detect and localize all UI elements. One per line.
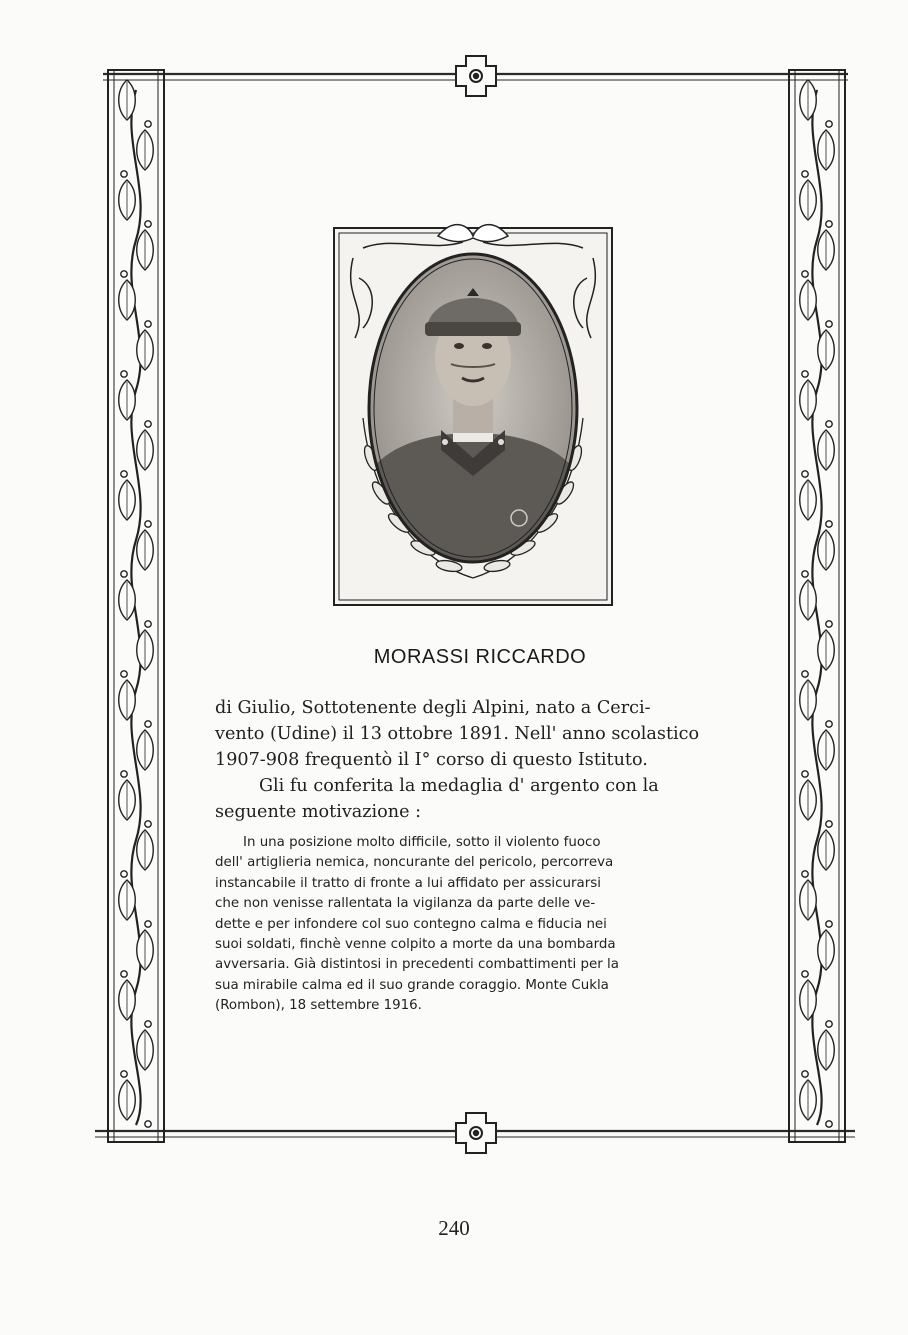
motivazione-line: instancabile il tratto di fronte a lui affidato per assicurarsi: [215, 875, 601, 891]
left-leaf-border: [108, 70, 164, 1142]
left-acorn-icon: [145, 521, 151, 527]
intro-line: vento (Udine) il 13 ottobre 1891. Nell' anno scolastico: [215, 724, 700, 744]
right-acorn-icon: [826, 1121, 832, 1127]
medal-line: seguente motivazione :: [215, 802, 422, 822]
medal-paragraph: [215, 773, 737, 825]
intro-line: 1907-908 frequentò il I° corso di questo Istituto.: [215, 750, 648, 770]
left-acorn-icon: [121, 671, 127, 677]
right-acorn-icon: [802, 971, 808, 977]
medal-line: Gli fu conferita la medaglia d' argento con la: [259, 776, 659, 796]
motivazione-line: sua mirabile calma ed il suo grande coraggio. Monte Cukla: [215, 977, 609, 993]
right-acorn-icon: [826, 221, 832, 227]
left-acorn-icon: [121, 871, 127, 877]
right-acorn-icon: [802, 1071, 808, 1077]
motivazione-line: (Rombon), 18 settembre 1916.: [215, 998, 422, 1014]
motivazione-line: che non venisse rallentata la vigilanza da parte delle ve-: [215, 896, 596, 912]
right-acorn-icon: [826, 321, 832, 327]
motivazione-line: dell' artiglieria nemica, noncurante del pericolo, percorreva: [215, 855, 614, 871]
left-acorn-icon: [121, 571, 127, 577]
right-acorn-icon: [826, 721, 832, 727]
intro-paragraph: [215, 695, 737, 773]
right-acorn-icon: [802, 571, 808, 577]
motivazione-line: avversaria. Già distintosi in precedenti combattimenti per la: [215, 957, 619, 973]
page-title: MORASSI RICCARDO: [373, 646, 587, 668]
right-acorn-icon: [802, 371, 808, 377]
top-cross-emblem-icon: [456, 56, 496, 96]
motivazione-line: suoi soldati, finchè venne colpito a morte da una bombarda: [215, 937, 616, 953]
left-acorn-icon: [145, 321, 151, 327]
right-acorn-icon: [826, 521, 832, 527]
left-acorn-icon: [145, 121, 151, 127]
left-acorn-icon: [145, 621, 151, 627]
left-acorn-icon: [145, 921, 151, 927]
right-acorn-icon: [826, 421, 832, 427]
right-leaf-border: [789, 70, 845, 1142]
right-acorn-icon: [826, 921, 832, 927]
left-acorn-icon: [145, 221, 151, 227]
left-acorn-icon: [121, 471, 127, 477]
right-acorn-icon: [802, 871, 808, 877]
left-acorn-icon: [145, 1121, 151, 1127]
right-acorn-icon: [802, 271, 808, 277]
right-acorn-icon: [826, 621, 832, 627]
bottom-cross-emblem-icon: [456, 1113, 496, 1153]
left-acorn-icon: [121, 371, 127, 377]
left-acorn-icon: [121, 971, 127, 977]
left-acorn-icon: [145, 421, 151, 427]
intro-line: di Giulio, Sottotenente degli Alpini, nato a Cerci-: [215, 698, 651, 718]
left-acorn-icon: [145, 721, 151, 727]
right-acorn-icon: [826, 121, 832, 127]
left-acorn-icon: [121, 271, 127, 277]
left-acorn-icon: [121, 1071, 127, 1077]
page-number: 240: [438, 1216, 470, 1240]
right-acorn-icon: [802, 471, 808, 477]
left-acorn-icon: [145, 821, 151, 827]
left-acorn-icon: [121, 171, 127, 177]
portrait-frame: [333, 218, 613, 606]
right-acorn-icon: [826, 821, 832, 827]
right-acorn-icon: [802, 171, 808, 177]
motivazione-paragraph: [215, 833, 737, 1017]
motivazione-line: dette e per infondere col suo contegno calma e fiducia nei: [215, 916, 607, 932]
right-acorn-icon: [826, 1021, 832, 1027]
left-acorn-icon: [145, 1021, 151, 1027]
right-acorn-icon: [802, 771, 808, 777]
left-acorn-icon: [121, 771, 127, 777]
right-acorn-icon: [802, 671, 808, 677]
motivazione-line: In una posizione molto difficile, sotto il violento fuoco: [243, 835, 601, 850]
